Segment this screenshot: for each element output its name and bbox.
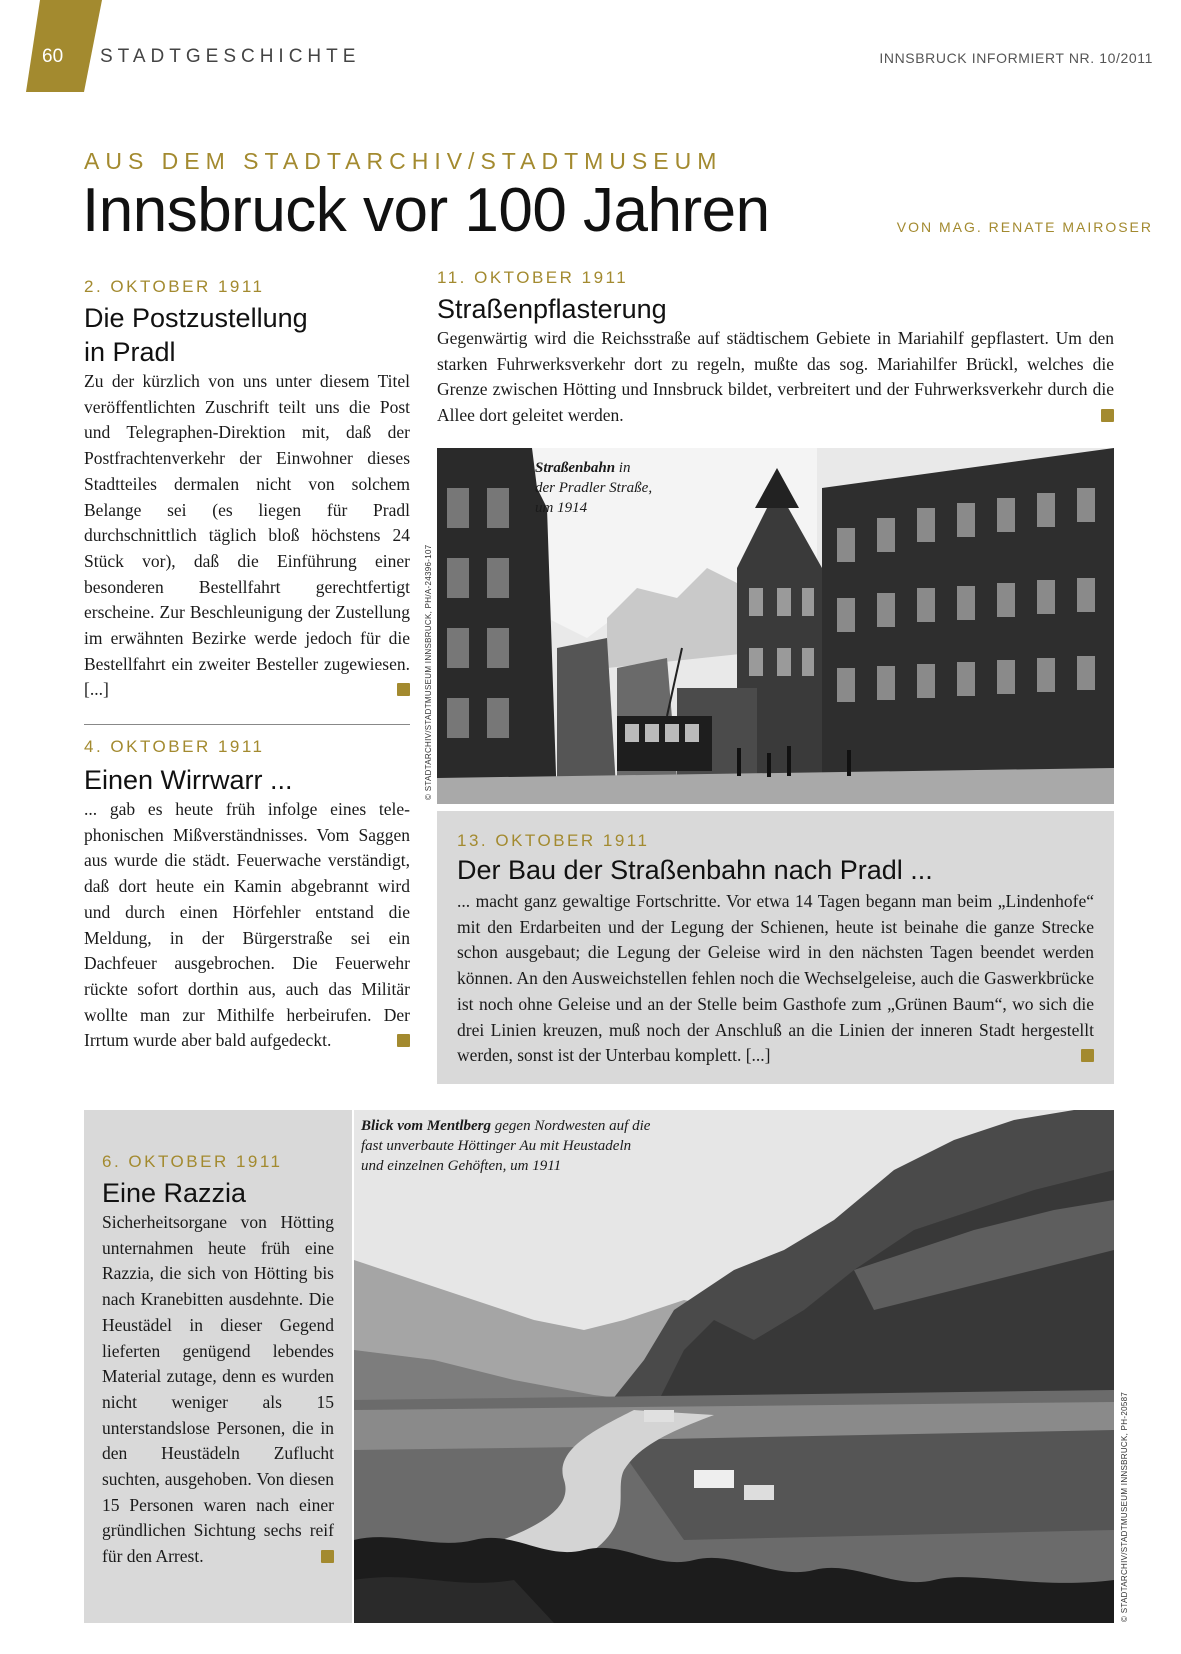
page-title: Innsbruck vor 100 Jahren (82, 176, 770, 245)
end-mark-icon (1081, 1049, 1094, 1062)
end-mark-icon (1101, 409, 1114, 422)
article-body: Gegenwärtig wird die Reichsstraße auf städtischem Gebiete in Mariahilf gepflastert. Um den starken Fuhrwerksverkehr dort zu regeln, mußte das sog. Mariahilfer Brückl, welches die Grenze zwischen Hötting und Innsbruck bildet, verbreitert und der Fuhrwerksverkehr durch die Allee dort geleitet werden. (437, 328, 1114, 426)
article-heading: Der Bau der Straßenbahn nach Pradl ... (457, 855, 933, 885)
column-divider (84, 724, 410, 725)
article-date: 13. OKTOBER 1911 (457, 831, 650, 850)
article-body: Sicherheitsorgane von Hötting unternahmen heute früh eine Razzia, die sich von Hötting bis nach Kranebitten ausdehnte. Die Heustädel in dieser Gegend lieferten genügend lebendes Material zutage, denn es wurden nicht weniger als 15 unterstandslose Personen, die in den Heustädeln Zuflucht suchten, ausgehoben. Von diesen 15 Personen waren nach einer gründlichen Sichtung sechs reif für den Arrest. (102, 1212, 334, 1567)
article-wirrwarr (84, 737, 410, 1054)
article-body: Zu der kürzlich von uns unter diesem Titel veröffentlichten Zuschrift teilt uns die Post und Telegraphen-Direktion mit, daß der Postfrachtenverkehr der Einwohner dieses Stadtteiles dermalen nicht von solchem Belange sei (es liegen für Pradl durchschnittlich täglich bloß höchstens 24 Stück vor), daß die Einführung einer besonderen Bestellfahrt gerechtfertigt erscheine. Zur Beschleunigung der Zustellung im erwähnten Bezirke werde jedoch für die Bestellfahrt ein zweiter Besteller zugewiesen. [...] (84, 371, 410, 700)
end-mark-icon (397, 683, 410, 696)
article-heading: Eine Razzia (102, 1178, 247, 1208)
photo-credit: © STADTARCHIV/STADTMUSEUM INNSBRUCK, PH/A-24396-107 (424, 544, 433, 800)
article-body: ... macht ganz gewaltige Fortschritte. Vor etwa 14 Tagen begann man beim „Lindenhofe“ mit den Erdarbeiten und der Legung der Schienen, heute ist beinahe die ganze Strecke schon ausgebaut; die Legung der Geleise wird in den nächsten Tagen beendet werden können. An den Ausweichstellen fehlen noch die Wechselgeleise, auch die Gaswerkbrücke ist noch ohne Geleise und an der Stelle beim Gasthofe zum „Grünen Baum“, wo sich die drei Linien kreuzen, muß noch der Anschluß an die Linien der inneren Stadt hergestellt werden, sonst ist der Unterbau komplett. [...] (457, 891, 1094, 1066)
article-strassenbahn (437, 811, 1114, 1084)
article-date: 11. OKTOBER 1911 (437, 268, 629, 287)
article-heading: Die Postzustellung in Pradl (84, 303, 308, 367)
author-byline: VON MAG. RENATE MAIROSER (896, 219, 1153, 235)
article-postzustellung (84, 277, 410, 703)
article-strassenpflasterung (437, 268, 1114, 429)
end-mark-icon (321, 1550, 334, 1563)
article-date: 6. OKTOBER 1911 (102, 1152, 283, 1171)
article-razzia (84, 1110, 352, 1623)
tram-photo-caption: Straßenbahn in der Pradler Straße, um 1914 (535, 460, 653, 516)
article-date: 4. OKTOBER 1911 (84, 737, 265, 756)
issue-label: INNSBRUCK INFORMIERT NR. 10/2011 (879, 50, 1153, 66)
article-date: 2. OKTOBER 1911 (84, 277, 265, 296)
article-body: ... gab es heute früh infolge eines telephonischen Mißverständnisses. Vom Saggen aus wurde die städt. Feuerwache verständigt, daß dort heute ein Kamin abgebrannt wird und durch einen Hörfehler entstand die Meldung, in der Bürgerstraße sei ein Dachfeuer ausgebrochen. Die Feuerwehr rückte sofort dorthin aus, auch das Militär wollte man zur Mithilfe herbeirufen. Der Irrtum wurde aber bald aufgedeckt. (84, 799, 410, 1051)
valley-photo-caption: Blick vom Mentlberg gegen Nordwesten auf die fast unverbaute Höttinger Au mit Heustadeln und einzelnen Gehöften, um 1911 (361, 1118, 651, 1174)
photo-credit: © STADTARCHIV/STADTMUSEUM INNSBRUCK, PH-20587 (1120, 1391, 1129, 1622)
end-mark-icon (397, 1034, 410, 1047)
section-label: STADTGESCHICHTE (100, 46, 361, 67)
article-heading: Einen Wirrwarr ... (84, 765, 293, 795)
page-number: 60 (42, 46, 64, 67)
valley-photo (354, 1110, 1114, 1623)
article-heading: Straßenpflasterung (437, 294, 667, 324)
title-kicker: AUS DEM STADTARCHIV/STADTMUSEUM (84, 148, 723, 174)
